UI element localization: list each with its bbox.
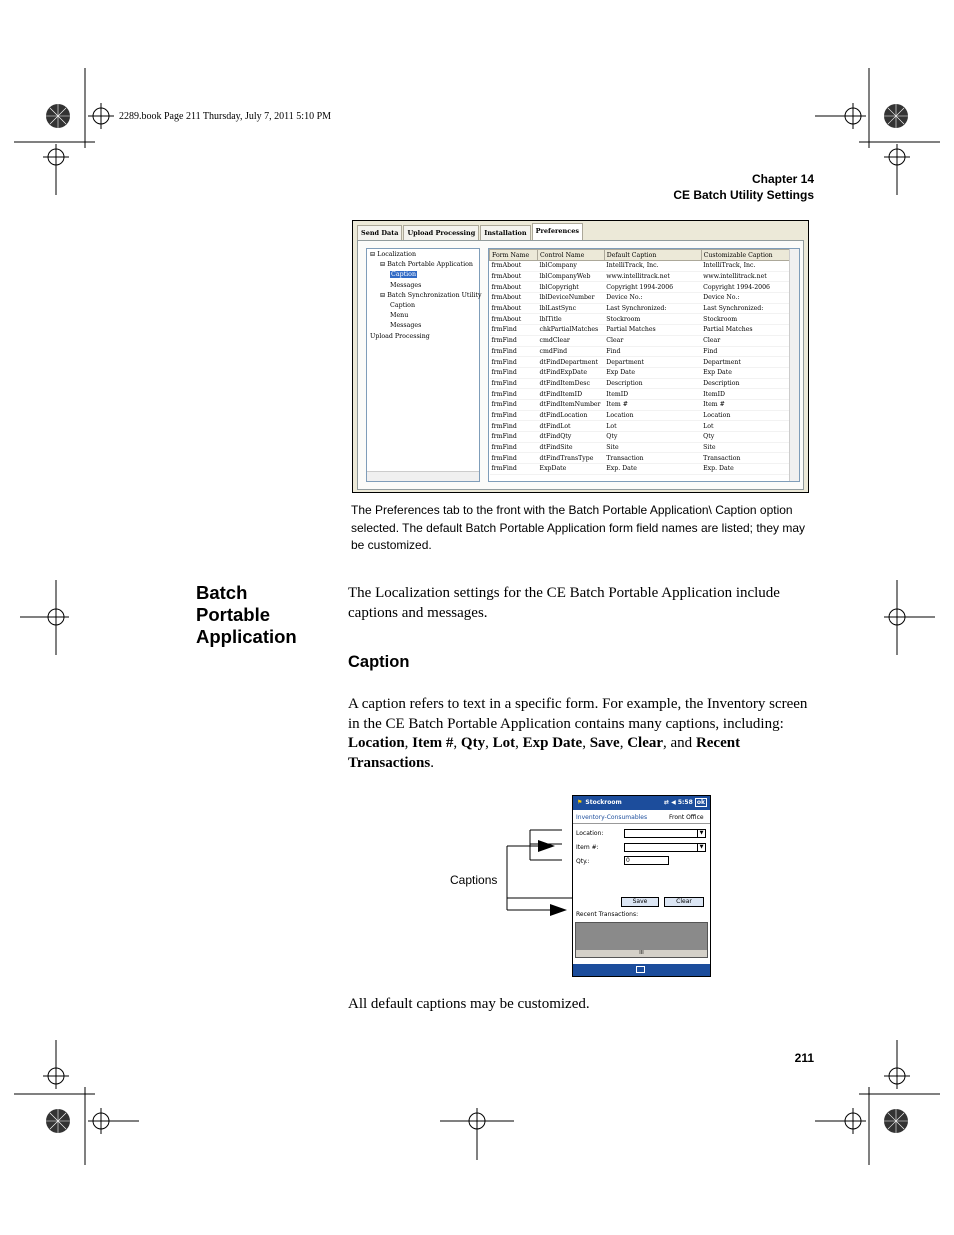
tree-item-label: Messages	[390, 281, 422, 289]
table-cell: Item #	[604, 399, 701, 410]
recent-transactions-label: Recent Transactions:	[576, 911, 639, 918]
tree-item[interactable]	[370, 333, 430, 340]
caption-grid	[488, 248, 800, 482]
table-cell: frmFind	[490, 421, 538, 432]
table-cell: dtFindDepartment	[538, 357, 605, 368]
recent-transactions-list[interactable]	[575, 922, 708, 958]
caption-subheading: Caption	[348, 653, 410, 671]
tab-upload-processing[interactable]: Upload Processing	[403, 225, 479, 241]
column-header[interactable]: Form Name	[490, 250, 538, 261]
table-cell: frmFind	[490, 464, 538, 475]
table-row[interactable]	[490, 367, 799, 378]
table-row[interactable]	[490, 271, 799, 282]
table-cell[interactable]: Find	[701, 346, 798, 357]
table-cell: frmFind	[490, 378, 538, 389]
tree-item-label: Upload Processing	[370, 332, 430, 340]
table-cell[interactable]: Clear	[701, 335, 798, 346]
chevron-down-icon: ▼	[697, 844, 705, 851]
table-row[interactable]	[490, 442, 799, 453]
preferences-screenshot	[352, 220, 809, 493]
table-cell: lblCompany	[538, 261, 605, 272]
table-cell: chkPartialMatches	[538, 325, 605, 336]
inventory-device-screen	[572, 795, 711, 977]
section-heading-line: Application	[196, 626, 297, 647]
device-title-bar	[573, 796, 710, 810]
location-label: Location:	[576, 830, 604, 837]
tree-item-label: Caption	[390, 302, 415, 309]
table-cell: Partial Matches	[604, 325, 701, 336]
tree-item[interactable]	[370, 251, 416, 258]
table-cell: dtFindQty	[538, 432, 605, 443]
table-cell: ItemID	[604, 389, 701, 400]
term: Lot	[492, 735, 516, 751]
table-cell[interactable]: Copyright 1994-2006	[701, 282, 798, 293]
table-cell: dtFindItemDesc	[538, 378, 605, 389]
device-status-icons: ⇄ ◀ 5:58	[664, 799, 693, 806]
table-cell: Qty	[604, 432, 701, 443]
tree-item-label: Batch Portable Application	[387, 261, 473, 269]
device-menu-bar	[573, 964, 710, 976]
table-cell: dtFindItemNumber	[538, 399, 605, 410]
table-cell: Clear	[604, 335, 701, 346]
table-cell: dtFindSite	[538, 442, 605, 453]
closing-paragraph: All default captions may be customized.	[348, 996, 590, 1012]
term: Item #	[412, 735, 454, 751]
table-row[interactable]	[490, 464, 799, 475]
clear-button[interactable]: Clear	[664, 897, 704, 907]
table-cell: lblDeviceNumber	[538, 293, 605, 304]
tree-item[interactable]	[390, 322, 421, 329]
table-cell[interactable]: Qty	[701, 432, 798, 443]
grid-vertical-scrollbar[interactable]	[789, 249, 799, 481]
table-cell[interactable]: Last Synchronized:	[701, 303, 798, 314]
table-cell: frmFind	[490, 399, 538, 410]
table-cell: Transaction	[604, 453, 701, 464]
term: Recent Transactions	[348, 735, 741, 771]
page-number: 211	[794, 1051, 814, 1065]
table-row[interactable]	[490, 389, 799, 400]
term: Exp Date	[522, 735, 583, 751]
divider	[573, 823, 710, 824]
table-cell: www.intellitrack.net	[604, 271, 701, 282]
running-header-title: CE Batch Utility Settings	[673, 188, 814, 202]
table-cell: Description	[604, 378, 701, 389]
table-cell[interactable]: Exp. Date	[701, 464, 798, 475]
qty-label: Qty.:	[576, 858, 590, 865]
table-cell[interactable]: Exp Date	[701, 367, 798, 378]
tree-item[interactable]	[380, 292, 482, 299]
figure-caption: The Preferences tab to the front with the Batch Portable Application\ Caption option selected. The default Batch Portable Application form field names are listed; they may be customized.	[351, 503, 806, 552]
tab-installation[interactable]: Installation	[480, 225, 530, 241]
table-cell[interactable]: www.intellitrack.net	[701, 271, 798, 282]
table-row[interactable]	[490, 421, 799, 432]
table-cell: frmFind	[490, 346, 538, 357]
separator: ,	[582, 735, 590, 751]
section-heading-line: Batch	[196, 582, 248, 603]
table-cell: Find	[604, 346, 701, 357]
table-row[interactable]	[490, 357, 799, 368]
table-cell: frmAbout	[490, 282, 538, 293]
table-cell: frmFind	[490, 335, 538, 346]
table-cell: dtFindItemID	[538, 389, 605, 400]
table-cell: Exp. Date	[604, 464, 701, 475]
table-cell[interactable]: Location	[701, 410, 798, 421]
table-cell: Stockroom	[604, 314, 701, 325]
table-cell: frmFind	[490, 453, 538, 464]
table-row[interactable]	[490, 410, 799, 421]
tree-item-label: Batch Synchronization Utility	[387, 291, 482, 299]
table-cell: Department	[604, 357, 701, 368]
table-row[interactable]	[490, 399, 799, 410]
table-cell[interactable]: Department	[701, 357, 798, 368]
tree-item-label: Caption	[391, 271, 416, 279]
tab-preferences[interactable]: Preferences	[532, 223, 583, 241]
table-cell: frmFind	[490, 325, 538, 336]
tree-item-label: Localization	[377, 251, 417, 258]
separator: .	[430, 754, 434, 771]
table-cell: dtFindLot	[538, 421, 605, 432]
table-cell: Lot	[604, 421, 701, 432]
tree-item[interactable]	[390, 302, 415, 309]
table-row[interactable]	[490, 378, 799, 389]
table-cell: frmAbout	[490, 314, 538, 325]
save-button[interactable]: Save	[621, 897, 659, 907]
column-header[interactable]: Control Name	[538, 250, 605, 261]
chevron-down-icon: ▼	[697, 830, 705, 837]
table-cell: frmFind	[490, 389, 538, 400]
table-cell[interactable]: ItemID	[701, 389, 798, 400]
table-row[interactable]	[490, 453, 799, 464]
table-cell[interactable]: Site	[701, 442, 798, 453]
table-cell: dtFindLocation	[538, 410, 605, 421]
table-cell: lblLastSync	[538, 303, 605, 314]
table-row[interactable]	[490, 293, 799, 304]
table-row[interactable]	[490, 282, 799, 293]
table-cell: ExpDate	[538, 464, 605, 475]
table-cell: frmFind	[490, 357, 538, 368]
column-header[interactable]: Default Caption	[604, 250, 701, 261]
table-cell: frmFind	[490, 410, 538, 421]
preferences-panel	[357, 240, 804, 490]
caption-table	[489, 249, 799, 475]
table-cell: Device No.:	[604, 293, 701, 304]
table-cell[interactable]: Transaction	[701, 453, 798, 464]
table-cell: cmdClear	[538, 335, 605, 346]
table-cell[interactable]: Partial Matches	[701, 325, 798, 336]
expand-toggle-icon[interactable]: ⊟	[380, 261, 386, 269]
section-heading	[196, 582, 297, 648]
site-label: Front Office	[669, 814, 704, 821]
table-cell: lblTitle	[538, 314, 605, 325]
table-cell: frmFind	[490, 367, 538, 378]
table-cell: cmdFind	[538, 346, 605, 357]
table-cell[interactable]: Description	[701, 378, 798, 389]
table-cell: frmAbout	[490, 293, 538, 304]
tab-send-data[interactable]: Send Data	[357, 225, 402, 241]
form-title: Inventory-Consumables	[576, 814, 648, 821]
table-cell: dtFindExpDate	[538, 367, 605, 378]
table-cell: Last Synchronized:	[604, 303, 701, 314]
separator: ,	[515, 735, 523, 751]
table-cell: lblCopyright	[538, 282, 605, 293]
separator: ,	[404, 735, 413, 751]
tree-item[interactable]	[390, 282, 421, 289]
table-cell: frmFind	[490, 442, 538, 453]
device-app-title	[577, 799, 622, 806]
list-scrollbar[interactable]: III	[576, 950, 707, 957]
table-row[interactable]	[490, 325, 799, 336]
table-cell: lblCompanyWeb	[538, 271, 605, 282]
table-cell: Location	[604, 410, 701, 421]
device-status	[664, 799, 707, 806]
table-cell: frmAbout	[490, 271, 538, 282]
localization-tree	[366, 248, 480, 482]
paragraph-text: A caption refers to text in a specific form. For example, the Inventory screen in the CE Batch Portable Application contains many captions, including:	[348, 696, 808, 732]
table-cell: frmAbout	[490, 261, 538, 272]
table-cell[interactable]: Item #	[701, 399, 798, 410]
table-row[interactable]	[490, 314, 799, 325]
tab-strip	[357, 225, 584, 240]
device-app-name: Stockroom	[585, 799, 622, 806]
table-cell: Exp Date	[604, 367, 701, 378]
table-cell[interactable]: Stockroom	[701, 314, 798, 325]
tree-item[interactable]	[380, 261, 473, 268]
tree-item[interactable]	[390, 312, 408, 319]
table-cell: IntelliTrack, Inc.	[604, 261, 701, 272]
item-label: Item #:	[576, 844, 599, 851]
table-cell[interactable]: IntelliTrack, Inc.	[701, 261, 798, 272]
table-row[interactable]	[490, 335, 799, 346]
keyboard-icon[interactable]	[636, 966, 645, 973]
term: Qty	[460, 735, 486, 751]
tree-horizontal-scrollbar[interactable]	[367, 471, 479, 481]
term: Location	[348, 735, 405, 751]
separator: ,	[485, 735, 493, 751]
term: Save	[589, 735, 620, 751]
separator: ,	[453, 735, 461, 751]
item-dropdown[interactable]	[624, 843, 706, 852]
tree-item[interactable]	[390, 271, 417, 278]
qty-input[interactable]: 0	[624, 856, 669, 865]
term: Clear	[627, 735, 664, 751]
table-cell: Copyright 1994-2006	[604, 282, 701, 293]
table-row[interactable]	[490, 303, 799, 314]
table-row[interactable]	[490, 432, 799, 443]
table-cell: frmFind	[490, 432, 538, 443]
table-cell: frmAbout	[490, 303, 538, 314]
print-slug: 2289.book Page 211 Thursday, July 7, 2011 5:10 PM	[119, 111, 332, 122]
running-header-chapter: Chapter 14	[751, 172, 814, 186]
callout-label: Captions	[450, 873, 498, 887]
intro-paragraph: The Localization settings for the CE Batch Portable Application include captions and messages.	[348, 585, 780, 621]
ok-button[interactable]: ok	[696, 799, 705, 806]
location-dropdown[interactable]	[624, 829, 706, 838]
table-cell[interactable]: Device No.:	[701, 293, 798, 304]
windows-flag-icon[interactable]: ⚑	[577, 799, 583, 806]
table-row[interactable]	[490, 346, 799, 357]
column-header[interactable]: Customizable Caption	[701, 250, 798, 261]
caption-paragraph	[348, 695, 818, 773]
table-row[interactable]	[490, 261, 799, 272]
section-heading-line: Portable	[196, 604, 271, 625]
tree-item-label: Messages	[390, 322, 422, 330]
table-cell: dtFindTransType	[538, 453, 605, 464]
separator: , and	[663, 735, 696, 751]
table-cell: Site	[604, 442, 701, 453]
tree-item-label: Menu	[390, 312, 409, 320]
table-cell[interactable]: Lot	[701, 421, 798, 432]
expand-toggle-icon[interactable]: ⊟	[380, 291, 386, 299]
expand-toggle-icon[interactable]: ⊟	[370, 251, 376, 258]
separator: ,	[619, 735, 628, 751]
